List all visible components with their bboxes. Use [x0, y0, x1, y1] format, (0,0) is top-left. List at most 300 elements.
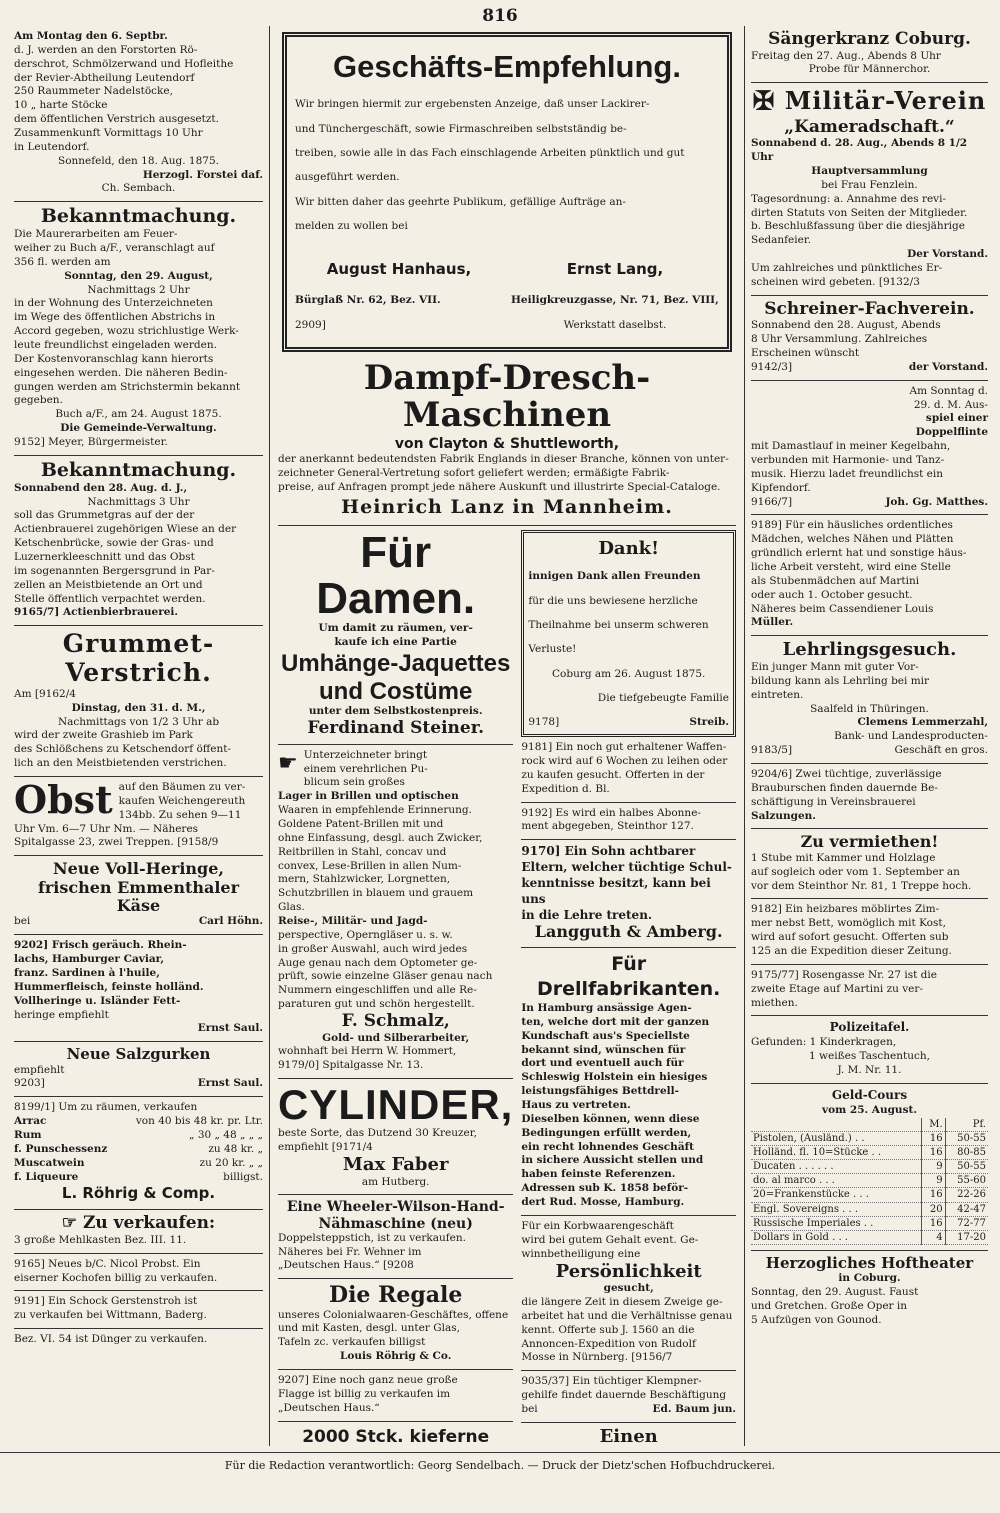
ad-bohlen: [278, 1422, 513, 1446]
regale-line: Tafeln zc. verkaufen billigst: [278, 1336, 426, 1349]
damen-line: unter dem Selbstkostenpreis.: [308, 705, 483, 718]
flagge-line: Flagge ist billig zu verkaufen im: [278, 1387, 451, 1400]
roehrig-signature: L. Röhrig & Comp.: [61, 1184, 216, 1203]
ad-korbwaaren: [521, 1216, 736, 1371]
table-cell: Ducaten . . . . . .: [751, 1160, 921, 1174]
table-cell: 16: [921, 1131, 945, 1145]
ad-vermiethen: [751, 829, 988, 899]
dank-line: Verluste!: [528, 643, 577, 656]
zimmer-line: wird auf sofort gesucht. Offerten sub: [751, 931, 949, 944]
ad-bekanntmachung-buch: [14, 202, 263, 456]
schreiner-line: Erscheinen wünscht: [751, 346, 860, 359]
table-cell: 9: [921, 1174, 945, 1188]
drell-line: In Hamburg ansässige Agen-: [521, 1002, 692, 1015]
dampf-line: zeichneter General-Vertretung sofort geliefert werden; ermäßigte Fabrik-: [278, 467, 670, 480]
drell-line: dert Rud. Mosse, Hamburg.: [521, 1196, 685, 1209]
lehrling-subtitle: Geschäft en gros.: [894, 744, 988, 757]
drell-line: dort und eventuell auch für: [521, 1057, 684, 1070]
schmalz-line: Schutzbrillen in blauem und grauem: [278, 887, 474, 900]
damen-signature: Ferdinand Steiner.: [307, 718, 485, 739]
bek1-line: gungen werden am Strichstermin bekannt: [14, 380, 241, 393]
grummet-line: wird der zweite Grashieb im Park: [14, 729, 193, 742]
table-row: [751, 1202, 988, 1216]
dampf-line: preise, auf Anfragen prompt jede nähere Auskunft und illustrirte Special-Cataloge.: [278, 481, 721, 494]
etage-line: 9175/77] Rosengasse Nr. 27 ist die: [751, 968, 937, 981]
geschaeft-line: Wir bringen hiermit zur ergebensten Anzeige, daß unser Lackirer-: [295, 98, 650, 111]
bek2-line: Ketschenbrücke, sowie der Gras- und: [14, 537, 214, 550]
wheeler-line: „Deutschen Haus.“ [9208: [278, 1259, 414, 1272]
sohn-line: Eltern, welcher tüchtige Schul-: [521, 860, 732, 875]
obst-title: Obst: [14, 777, 113, 822]
hoftheater-line: 5 Aufzügen von Gounod.: [751, 1314, 882, 1327]
drell-line: bekannt sind, wünschen für: [521, 1043, 686, 1056]
table-cell: 17-20: [945, 1231, 988, 1245]
forst-line: 10 „ harte Stöcke: [14, 99, 108, 112]
forst-line: derschrot, Schmölzerwand und Hofleithe: [14, 57, 234, 70]
ad-schmalz-optik: [278, 745, 513, 1079]
klempner-signature: Ed. Baum jun.: [652, 1403, 736, 1416]
page-number: 816: [482, 6, 518, 26]
wheeler-title: Nähmaschine (neu): [318, 1215, 473, 1232]
ausspiel-line: musik. Hierzu ladet freundlichst ein: [751, 467, 943, 480]
bauer-line: 9204/6] Zwei tüchtige, zuverlässige: [751, 768, 942, 780]
ausspiel-line: Am Sonntag d.: [909, 384, 988, 397]
pointing-hand-icon: ☞: [61, 1213, 78, 1234]
zimmer-line: 9182] Ein heizbares möblirtes Zim-: [751, 903, 940, 916]
bek1-signature-name: 9152] Meyer, Bürgermeister.: [14, 436, 168, 449]
table-row: [751, 1174, 988, 1188]
korb-line: kennt. Offerte sub J. 1560 an die: [521, 1323, 695, 1336]
damen-title: Für Damen.: [316, 527, 476, 624]
heringe-title: Neue Voll-Heringe,: [53, 859, 224, 879]
schmalz-line: perspective, Operngläser u. s. w.: [278, 928, 453, 941]
ad-abonnement: [521, 803, 736, 841]
klempner-line: 9035/37] Ein tüchtiger Klempner-: [521, 1375, 702, 1388]
schmalz-line: Reise-, Militär- und Jagd-: [278, 914, 428, 927]
bek1-line: weiher zu Buch a/F., veranschlagt auf: [14, 242, 215, 255]
schmalz-line: Goldene Patent-Brillen mit und: [278, 817, 444, 830]
regale-title: Die Regale: [328, 1282, 463, 1309]
schmalz-line: Waaren in empfehlende Erinnerung.: [278, 804, 472, 817]
wheeler-line: Doppelsteppstich, ist zu verkaufen.: [278, 1231, 466, 1244]
duenger-line: Bez. VI. 54 ist Dünger zu verkaufen.: [14, 1333, 208, 1346]
ad-ausspiel: [751, 381, 988, 516]
vermiethen-line: vor dem Steinthor Nr. 81, 1 Treppe hoch.: [751, 879, 972, 892]
ad-geschaefts-empfehlung: [282, 32, 732, 352]
zimmer-line: 125 an die Expedition dieser Zeitung.: [751, 944, 952, 957]
geschaeft-line: Wir bitten daher das geehrte Publikum, gefällige Aufträge an-: [295, 195, 626, 208]
bek1-signature: Die Gemeinde-Verwaltung.: [60, 422, 217, 435]
lehrling-subtitle: Bank- und Landesproducten-: [834, 730, 988, 743]
forst-line: Sonnefeld, den 18. Aug. 1875.: [58, 154, 219, 167]
forst-line: d. J. werden an den Forstorten Rö-: [14, 43, 198, 56]
table-cell: Holländ. fl. 10=Stücke . .: [751, 1145, 921, 1159]
pointing-hand-icon: ☛: [278, 750, 298, 776]
forst-signature: Herzogl. Forstei daf.: [142, 168, 263, 181]
subcolumn-middle-left: [278, 526, 513, 1446]
geschaeft-title: Geschäfts-Empfehlung.: [333, 49, 681, 84]
damen-product: und Costüme: [319, 677, 473, 705]
forst-line: 250 Raummeter Nadelstöcke,: [14, 85, 173, 98]
schmalz-line: Glas.: [278, 901, 305, 914]
sohn-line: kenntnisse besitzt, kann bei uns: [521, 876, 711, 906]
saul-signature: Ernst Saul.: [197, 1022, 263, 1035]
polizei-line: J. M. Nr. 11.: [837, 1063, 902, 1076]
militaer-line: Tagesordnung: a. Annahme des revi-: [751, 192, 947, 205]
maedchen-line: Müller.: [751, 616, 794, 629]
bek1-line: Nachmittags 2 Uhr: [87, 283, 190, 296]
abonnement-line: 9192] Es wird ein halbes Abonne-: [521, 806, 701, 819]
dampf-title: Dampf-Dresch-Maschinen: [363, 358, 651, 436]
drell-line: ten, welche dort mit der ganzen: [521, 1015, 710, 1028]
bek2-line: Actienbrauerei zugehörigen Wiese an der: [14, 523, 237, 536]
ad-militaer-verein: [751, 83, 988, 295]
schmalz-line: blicum sein großes: [303, 776, 405, 789]
cylinder-line: beste Sorte, das Dutzend 30 Kreuzer,: [278, 1127, 477, 1140]
grummet-line: Am [9162/4: [14, 687, 76, 700]
ad-dank: [521, 530, 736, 737]
ad-saul-fisch: [14, 935, 263, 1042]
ad-hoftheater: [751, 1251, 988, 1333]
ausspiel-line: verbunden mit Harmonie- und Tanz-: [751, 453, 945, 466]
table-cell: Pistolen, (Ausländ.) . .: [751, 1131, 921, 1145]
table-cell: 16: [921, 1216, 945, 1230]
ad-roehrig: [14, 1097, 263, 1210]
table-cell: 22-26: [945, 1188, 988, 1202]
dank-ref: 9178]: [528, 716, 560, 729]
table-row: [751, 1160, 988, 1174]
hoftheater-line: Sonntag, den 29. August. Faust: [751, 1286, 919, 1299]
etage-line: miethen.: [751, 996, 798, 1009]
bek2-line: Luzernerkleeschnitt und das Obst: [14, 551, 195, 564]
militaer-line: scheinen wird gebeten. [9132/3: [751, 275, 920, 288]
schreiner-signature: der Vorstand.: [908, 360, 988, 373]
drell-line: Adressen sub K. 1858 beför-: [521, 1182, 689, 1195]
obst-line: Spitalgasse 23, zwei Treppen. [9158/9: [14, 836, 219, 849]
probst-line: 9165] Neues b/C. Nicol Probst. Ein: [14, 1257, 201, 1270]
saul-line: Hummerfleisch, feinste holländ.: [14, 980, 204, 993]
bek1-line: Sonntag, den 29. August,: [64, 269, 213, 282]
schmalz-line: Reitbrillen in Stahl, concav und: [278, 845, 447, 858]
ausspiel-line: Kipfendorf.: [751, 481, 811, 494]
probst-line: eiserner Kochofen billig zu verkaufen.: [14, 1271, 218, 1284]
table-row: [751, 1231, 988, 1245]
table-cell: 50-55: [945, 1131, 988, 1145]
lehrling-line: bildung kann als Lehrling bei mir: [751, 674, 930, 687]
ad-drellfabrikanten: [521, 948, 736, 1216]
geschaeft-name: Ernst Lang,: [566, 259, 664, 278]
obst-line: kaufen Weichengereuth: [118, 794, 246, 807]
bek1-line: Accord gegeben, wozu strichlustige Werk-: [14, 325, 239, 338]
cylinder-title: CYLINDER,: [278, 1081, 514, 1129]
dank-line: für die uns bewiesene herzliche: [528, 594, 698, 607]
regale-signature: Louis Röhrig & Co.: [339, 1350, 452, 1363]
subcolumn-middle-right: [521, 526, 736, 1446]
maedchen-line: als Stubenmädchen auf Martini: [751, 574, 920, 587]
cylinder-signature: Max Faber: [342, 1153, 449, 1175]
salzgurken-ref: 9203]: [14, 1077, 45, 1090]
saenger-line: Freitag den 27. Aug., Abends 8 Uhr: [751, 49, 941, 62]
kurs-title: Geld-Cours: [831, 1087, 908, 1102]
cylinder-subtitle: am Hutberg.: [361, 1175, 430, 1188]
maedchen-line: Näheres beim Cassendiener Louis: [751, 602, 934, 615]
roehrig-item: Muscatwein: [14, 1156, 85, 1169]
korb-line: Für ein Korbwaarengeschäft: [521, 1219, 674, 1232]
table-cell: 20=Frankenstücke . . .: [751, 1188, 921, 1202]
saenger-title: Sängerkranz Coburg.: [768, 29, 971, 49]
schreiner-title: Schreiner-Fachverein.: [764, 298, 975, 319]
regale-line: unseres Colonialwaaren-Geschäftes, offene: [278, 1308, 509, 1321]
forst-signature-name: Ch. Sembach.: [101, 182, 176, 195]
korb-subtitle: gesucht,: [603, 1282, 654, 1295]
verkaufen-line: 3 große Mehlkasten Bez. III. 11.: [14, 1233, 187, 1246]
klempner-line: bei: [521, 1403, 538, 1416]
roehrig-item: f. Liqueure: [14, 1170, 79, 1183]
obst-line: 134bb. Zu sehen 9—11: [118, 808, 242, 821]
flagge-line: 9207] Eine noch ganz neue große: [278, 1373, 458, 1386]
ad-zu-verkaufen: [14, 1210, 263, 1253]
korb-line: arbeitet hat und die Verhältnisse genau: [521, 1309, 733, 1322]
ausspiel-line: Doppelflinte: [915, 426, 988, 439]
ad-lehrling: [751, 636, 988, 764]
damen-product: Umhänge-Jaquettes: [280, 650, 511, 678]
column-right: [744, 26, 994, 1446]
hoftheater-title: Herzogliches Hoftheater: [765, 1254, 974, 1273]
maedchen-line: liche Arbeit versteht, wird eine Stelle: [751, 561, 951, 573]
ad-wittmann: [14, 1291, 263, 1329]
schmalz-line: mern, Stahlzwicker, Lorgnetten,: [278, 873, 451, 886]
schmalz-line: Lager in Brillen und optischen: [278, 790, 459, 803]
ad-schreiner: [751, 296, 988, 381]
dampf-subtitle: von Clayton & Shuttleworth,: [394, 435, 620, 452]
kurs-subtitle: vom 25. August.: [822, 1103, 917, 1116]
grummet-line: lich an den Meistbietenden verstrichen.: [14, 757, 227, 770]
ausspiel-ref: 9166/7]: [751, 495, 793, 508]
table-cell: 16: [921, 1145, 945, 1159]
ad-cylinder: [278, 1079, 513, 1195]
schmalz-line: Unterzeichneter bringt: [303, 748, 428, 761]
bek1-line: Der Kostenvoranschlag kann hierorts: [14, 352, 214, 365]
drell-line: in sichere Aussicht stellen und: [521, 1154, 704, 1167]
grummet-line: des Schlößchens zu Ketschendorf öffent-: [14, 743, 231, 756]
cylinder-line: empfiehlt [9171/4: [278, 1141, 373, 1154]
bek2-line: zellen an Meistbietende an Ort und: [14, 578, 203, 591]
hoftheater-subtitle: in Coburg.: [838, 1272, 901, 1285]
wheeler-title: Eine Wheeler-Wilson-Hand-: [286, 1199, 505, 1216]
bek2-signature: 9165/7] Actienbierbrauerei.: [14, 606, 179, 619]
table-header-cell: Pf.: [945, 1118, 988, 1132]
table-header-cell: [751, 1118, 921, 1132]
metzger-title: Einen: [599, 1425, 658, 1446]
drell-line: ein recht lohnendes Geschäft: [521, 1140, 694, 1153]
geschaeft-address: Werkstatt daselbst.: [563, 318, 667, 331]
wittmann-line: 9191] Ein Schock Gerstenstroh ist: [14, 1295, 198, 1308]
imprint-footer: Für die Redaction verantwortlich: Georg Sendelbach. — Druck der Dietz'schen Hofbuchdruckerei.: [0, 1452, 1000, 1472]
heringe-line: bei: [14, 915, 31, 928]
lehrling-title: Lehrlingsgesuch.: [782, 639, 957, 661]
roehrig-item: Arrac: [14, 1115, 47, 1128]
polizei-line: Gefunden: 1 Kinderkragen,: [751, 1036, 897, 1049]
table-cell: 4: [921, 1231, 945, 1245]
saul-line: franz. Sardinen à l'huile,: [14, 967, 160, 980]
drell-line: leistungsfähiges Bettdrell-: [521, 1085, 679, 1098]
roehrig-price: von 40 bis 48 kr. pr. Ltr.: [135, 1115, 263, 1128]
geschaeft-name: August Hanhaus,: [326, 259, 472, 278]
drell-line: Dieselben können, wenn diese: [521, 1112, 700, 1125]
ad-duenger: [14, 1329, 263, 1352]
obst-line: auf den Bäumen zu ver-: [118, 781, 246, 793]
ad-probst: [14, 1254, 263, 1292]
roehrig-price: zu 48 kr. „: [208, 1142, 263, 1155]
schmalz-line: prüft, sowie einzelne Gläser genau nach: [278, 970, 493, 983]
waffenrock-line: rock wird auf 6 Wochen zu leihen oder: [521, 755, 728, 768]
ausspiel-line: spiel einer: [925, 412, 988, 425]
geschaeft-line: treiben, sowie alle in das Fach einschlagende Arbeiten pünktlich und gut: [295, 147, 685, 160]
table-cell: 55-60: [945, 1174, 988, 1188]
ad-heringe: [14, 856, 263, 935]
korb-title: Persönlichkeit: [555, 1260, 702, 1282]
table-row: [751, 1188, 988, 1202]
obst-line: Uhr Vm. 6—7 Uhr Nm. — Näheres: [14, 822, 199, 835]
iron-cross-icon: ✠: [752, 86, 776, 117]
geschaeft-line: ausgeführt werden.: [295, 171, 400, 184]
geschaeft-line: und Tünchergeschäft, sowie Firmaschreiben selbstständig be-: [295, 122, 627, 135]
waffenrock-line: 9181] Ein noch gut erhaltener Waffen-: [521, 741, 727, 754]
bek2-line: Stelle öffentlich verpachtet werden.: [14, 592, 206, 605]
regale-line: und mit Kasten, desgl. unter Glas,: [278, 1322, 460, 1335]
roehrig-price: billigst.: [223, 1170, 263, 1183]
saul-line: lachs, Hamburger Caviar,: [14, 953, 165, 966]
ad-flagge: [278, 1370, 513, 1422]
forst-line: dem öffentlichen Verstrich ausgesetzt.: [14, 113, 219, 126]
ad-forst: [14, 26, 263, 202]
dank-signature: Streib.: [689, 716, 729, 729]
korb-line: winnbetheiligung eine: [521, 1247, 641, 1260]
table-header-row: [751, 1118, 988, 1132]
table-cell: 42-47: [945, 1202, 988, 1216]
ausspiel-line: 29. d. M. Aus-: [913, 398, 988, 411]
drell-line: Kundschaft aus's Speciellste: [521, 1029, 690, 1042]
grummet-line: Dinstag, den 31. d. M.,: [71, 701, 206, 714]
lehrling-signature: Clemens Lemmerzahl,: [857, 716, 988, 729]
bek1-line: gegeben.: [14, 394, 63, 407]
ad-regale: [278, 1279, 513, 1370]
grummet-line: Nachmittags von 1/2 3 Uhr ab: [57, 715, 220, 728]
ad-zimmer: [751, 899, 988, 964]
waffenrock-line: Expedition d. Bl.: [521, 782, 610, 795]
militaer-line: Sonnabend d. 28. Aug., Abends 8 1/2 Uhr: [751, 137, 968, 164]
drell-line: Haus zu vertreten.: [521, 1099, 631, 1112]
lehrling-line: Saalfeld in Thüringen.: [810, 702, 929, 715]
ad-grummet: [14, 626, 263, 777]
schmalz-line: einem verehrlichen Pu-: [303, 762, 428, 775]
maedchen-line: 9189] Für ein häusliches ordentliches: [751, 519, 953, 532]
militaer-line: bei Frau Fenzlein.: [821, 178, 918, 191]
bauer-line: Brauburschen finden dauernde Be-: [751, 781, 938, 794]
militaer-line: Sedanfeier.: [751, 234, 812, 247]
militaer-line: b. Beschlußfassung über die diesjährige: [751, 220, 965, 233]
schreiner-ref: 9142/3]: [751, 360, 793, 373]
abonnement-line: ment abgegeben, Steinthor 127.: [521, 820, 694, 833]
table-row: [751, 1145, 988, 1159]
forst-line: der Revier-Abtheilung Leutendorf: [14, 71, 195, 84]
kurs-table: [751, 1118, 988, 1246]
schmalz-signature: F. Schmalz,: [341, 1011, 450, 1031]
geschaeft-address: Bürglaß Nr. 62, Bez. VII.: [295, 294, 441, 307]
ad-metzger: [521, 1423, 736, 1446]
dank-line: Theilnahme bei unserm schweren: [528, 618, 709, 631]
column-left: [8, 26, 270, 1446]
saul-line: 9202] Frisch geräuch. Rhein-: [14, 939, 187, 952]
salzgurken-title: Neue Salzgurken: [66, 1045, 211, 1064]
saul-line: Vollheringe u. Isländer Fett-: [14, 994, 181, 1007]
ad-obst: [14, 777, 263, 856]
lehrling-ref: 9183/5]: [751, 744, 793, 757]
vermiethen-line: auf sogleich oder vom 1. September an: [751, 865, 960, 878]
drell-line: Bedingungen erfüllt werden,: [521, 1126, 692, 1139]
saenger-line: Probe für Männerchor.: [808, 63, 931, 76]
schmalz-line: Auge genau nach dem Optometer ge-: [278, 956, 478, 969]
heringe-signature: Carl Höhn.: [198, 915, 263, 928]
dank-line: innigen Dank allen Freunden: [528, 570, 701, 583]
schmalz-line: in großer Auswahl, auch wird jedes: [278, 942, 468, 955]
schmalz-line: wohnhaft bei Herrn W. Hommert,: [278, 1045, 457, 1058]
bekanntmachung-title: Bekanntmachung.: [40, 205, 237, 228]
drell-line: haben feinste Referenzen.: [521, 1168, 676, 1181]
table-cell: 9: [921, 1160, 945, 1174]
table-cell: 16: [921, 1188, 945, 1202]
bek1-line: Die Maurerarbeiten am Feuer-: [14, 228, 178, 241]
grummet-title: Grummet-Verstrich.: [62, 629, 215, 688]
forst-line: Zusammenkunft Vormittags 10 Uhr: [14, 127, 203, 140]
roehrig-price: zu 20 kr. „ „: [199, 1156, 263, 1169]
bek1-line: leute freundlichst eingeladen werden.: [14, 339, 217, 352]
zimmer-line: mer nebst Bett, womöglich mit Kost,: [751, 917, 946, 930]
schreiner-line: Sonnabend den 28. August, Abends: [751, 319, 941, 332]
militaer-line: Hauptversammlung: [811, 164, 928, 177]
ad-maedchen: [751, 515, 988, 636]
korb-line: die längere Zeit in diesem Zweige ge-: [521, 1296, 723, 1309]
bek2-line: soll das Grummetgras auf der der: [14, 509, 195, 522]
table-cell: Engl. Sovereigns . . .: [751, 1202, 921, 1216]
roehrig-item: Rum: [14, 1129, 42, 1142]
salzgurken-line: empfiehlt: [14, 1063, 65, 1076]
ad-brauburschen: [751, 764, 988, 829]
roehrig-price: „ 30 „ 48 „ „ „: [189, 1129, 263, 1142]
bauer-line: Salzungen.: [751, 809, 816, 822]
schmalz-line: ohne Einfassung, desgl. auch Zwicker,: [278, 831, 483, 844]
bek1-line: in der Wohnung des Unterzeichneten: [14, 297, 213, 310]
table-cell: 80-85: [945, 1145, 988, 1159]
ad-klempner: [521, 1371, 736, 1423]
schmalz-line: paraturen gut und schön hergestellt.: [278, 998, 475, 1011]
ausspiel-signature: Joh. Gg. Matthes.: [885, 495, 988, 508]
table-cell: 72-77: [945, 1216, 988, 1230]
ad-waffenrock: [521, 737, 736, 802]
geschaeft-address: Heiligkreuzgasse, Nr. 71, Bez. VIII,: [511, 294, 719, 307]
forst-line: in Leutendorf.: [14, 140, 90, 153]
sohn-signature: Langguth & Amberg.: [534, 922, 723, 942]
table-cell: do. al marco . . .: [751, 1174, 921, 1188]
bek1-line: 356 fl. werden am: [14, 255, 111, 268]
flagge-line: „Deutschen Haus.“: [278, 1401, 380, 1414]
ad-geld-cours: [751, 1084, 988, 1251]
militaer-title: Militär-Verein: [784, 86, 987, 116]
bek1-line: Buch a/F., am 24. August 1875.: [55, 408, 222, 421]
maedchen-line: Mädchen, welches Nähen und Plätten: [751, 533, 954, 546]
vermiethen-title: Zu vermiethen!: [800, 832, 939, 852]
table-row: [751, 1216, 988, 1230]
